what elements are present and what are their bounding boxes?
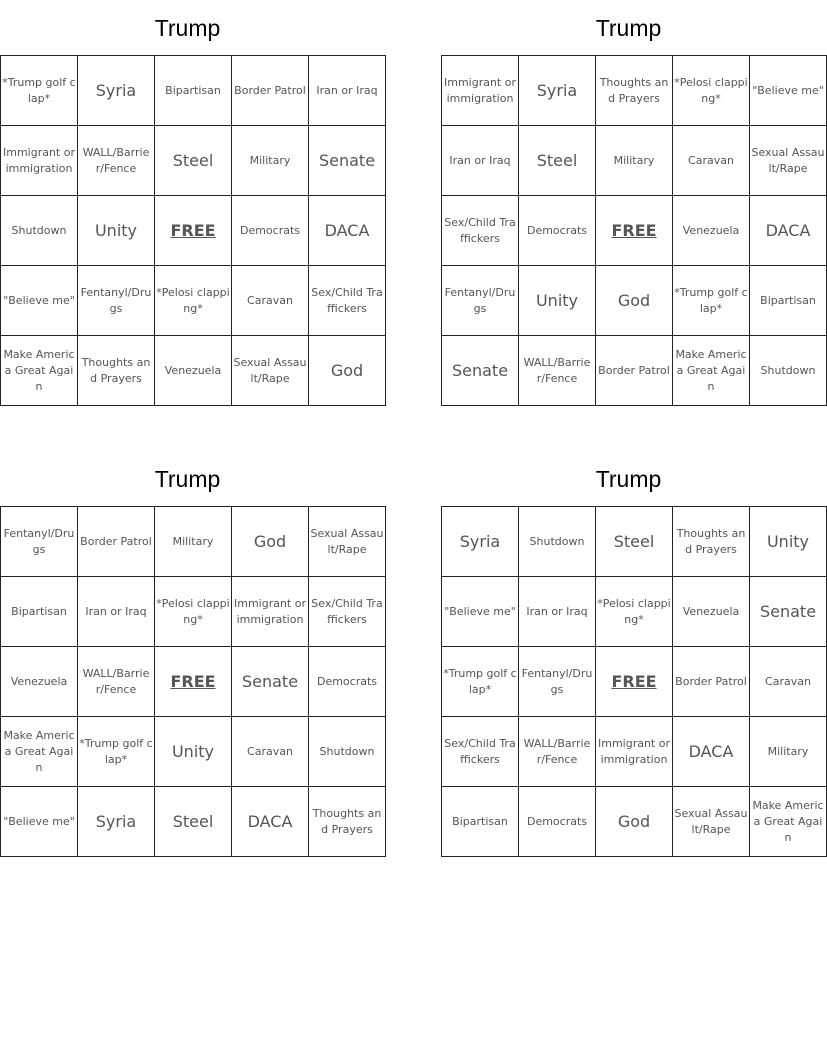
card-title: Trump bbox=[154, 466, 221, 492]
bingo-cell: Senate bbox=[442, 336, 519, 406]
bingo-cell: DACA bbox=[309, 196, 386, 266]
bingo-cell: Fentanyl/Drugs bbox=[442, 266, 519, 336]
bingo-cell: Syria bbox=[519, 56, 596, 126]
bingo-cell: Sex/Child Traffickers bbox=[309, 577, 386, 647]
bingo-cell: Syria bbox=[442, 507, 519, 577]
bingo-cell: Thoughts and Prayers bbox=[309, 787, 386, 857]
bingo-cell: Make America Great Again bbox=[1, 717, 78, 787]
bingo-cell: Unity bbox=[519, 266, 596, 336]
bingo-grid bbox=[0, 506, 386, 857]
bingo-cell: God bbox=[232, 507, 309, 577]
bingo-cell: Sex/Child Traffickers bbox=[442, 196, 519, 266]
bingo-cell: Bipartisan bbox=[442, 787, 519, 857]
bingo-cell: "Believe me" bbox=[1, 266, 78, 336]
bingo-grid bbox=[0, 55, 386, 406]
bingo-cell: WALL/Barrier/Fence bbox=[519, 717, 596, 787]
free-space-cell: FREE bbox=[596, 647, 673, 717]
bingo-cell: Sex/Child Traffickers bbox=[442, 717, 519, 787]
bingo-cell: Steel bbox=[519, 126, 596, 196]
bingo-cell: Bipartisan bbox=[750, 266, 827, 336]
bingo-cell: Bipartisan bbox=[155, 56, 232, 126]
bingo-cell: Military bbox=[232, 126, 309, 196]
bingo-cell: Make America Great Again bbox=[1, 336, 78, 406]
bingo-cell: Iran or Iraq bbox=[309, 56, 386, 126]
bingo-cell: Border Patrol bbox=[232, 56, 309, 126]
bingo-cell: Iran or Iraq bbox=[519, 577, 596, 647]
bingo-cell: *Pelosi clapping* bbox=[155, 577, 232, 647]
bingo-cell: Thoughts and Prayers bbox=[596, 56, 673, 126]
bingo-cell: WALL/Barrier/Fence bbox=[78, 647, 155, 717]
bingo-cell: Thoughts and Prayers bbox=[673, 507, 750, 577]
bingo-cell: Immigrant or immigration bbox=[442, 56, 519, 126]
bingo-cell: Sexual Assault/Rape bbox=[750, 126, 827, 196]
bingo-cell: Caravan bbox=[673, 126, 750, 196]
bingo-cell: God bbox=[596, 266, 673, 336]
bingo-grid bbox=[441, 506, 827, 857]
bingo-cell: Venezuela bbox=[673, 577, 750, 647]
bingo-cell: Shutdown bbox=[750, 336, 827, 406]
bingo-cell: Caravan bbox=[232, 717, 309, 787]
bingo-cell: *Pelosi clapping* bbox=[596, 577, 673, 647]
bingo-cell: Thoughts and Prayers bbox=[78, 336, 155, 406]
card-title: Trump bbox=[595, 466, 662, 492]
bingo-cell: "Believe me" bbox=[442, 577, 519, 647]
bingo-cell: Democrats bbox=[232, 196, 309, 266]
bingo-cell: Border Patrol bbox=[673, 647, 750, 717]
bingo-cell: Military bbox=[155, 507, 232, 577]
bingo-cell: *Trump golf clap* bbox=[1, 56, 78, 126]
bingo-cell: Shutdown bbox=[309, 717, 386, 787]
bingo-cell: Shutdown bbox=[519, 507, 596, 577]
bingo-cell: Iran or Iraq bbox=[78, 577, 155, 647]
bingo-cell: Border Patrol bbox=[596, 336, 673, 406]
bingo-cell: God bbox=[596, 787, 673, 857]
bingo-cell: Border Patrol bbox=[78, 507, 155, 577]
card-title: Trump bbox=[154, 15, 221, 41]
bingo-cell: WALL/Barrier/Fence bbox=[78, 126, 155, 196]
bingo-cell: Fentanyl/Drugs bbox=[519, 647, 596, 717]
bingo-cell: Unity bbox=[78, 196, 155, 266]
free-space-cell: FREE bbox=[596, 196, 673, 266]
bingo-cell: *Pelosi clapping* bbox=[673, 56, 750, 126]
bingo-cell: Democrats bbox=[309, 647, 386, 717]
bingo-cell: Make America Great Again bbox=[673, 336, 750, 406]
free-space-cell: FREE bbox=[155, 647, 232, 717]
bingo-cell: *Trump golf clap* bbox=[442, 647, 519, 717]
bingo-cell: Iran or Iraq bbox=[442, 126, 519, 196]
bingo-cell: Democrats bbox=[519, 787, 596, 857]
bingo-cell: Syria bbox=[78, 787, 155, 857]
bingo-cell: Venezuela bbox=[155, 336, 232, 406]
bingo-cell: Caravan bbox=[232, 266, 309, 336]
bingo-cell: Bipartisan bbox=[1, 577, 78, 647]
bingo-cell: Military bbox=[750, 717, 827, 787]
bingo-cell: Fentanyl/Drugs bbox=[1, 507, 78, 577]
bingo-cell: Immigrant or immigration bbox=[232, 577, 309, 647]
bingo-cell: Senate bbox=[232, 647, 309, 717]
bingo-cell: Steel bbox=[155, 787, 232, 857]
bingo-cell: Fentanyl/Drugs bbox=[78, 266, 155, 336]
bingo-cell: Shutdown bbox=[1, 196, 78, 266]
bingo-cell: Venezuela bbox=[1, 647, 78, 717]
bingo-cell: Sexual Assault/Rape bbox=[309, 507, 386, 577]
bingo-cell: Unity bbox=[750, 507, 827, 577]
bingo-cell: DACA bbox=[232, 787, 309, 857]
bingo-cell: Make America Great Again bbox=[750, 787, 827, 857]
bingo-cell: Sexual Assault/Rape bbox=[673, 787, 750, 857]
bingo-cell: Venezuela bbox=[673, 196, 750, 266]
bingo-cell: Military bbox=[596, 126, 673, 196]
bingo-cell: "Believe me" bbox=[750, 56, 827, 126]
bingo-cell: Immigrant or immigration bbox=[596, 717, 673, 787]
card-title: Trump bbox=[595, 15, 662, 41]
bingo-cell: DACA bbox=[673, 717, 750, 787]
bingo-cell: Syria bbox=[78, 56, 155, 126]
bingo-cell: Sexual Assault/Rape bbox=[232, 336, 309, 406]
bingo-cell: Unity bbox=[155, 717, 232, 787]
bingo-cell: *Trump golf clap* bbox=[673, 266, 750, 336]
bingo-cell: Steel bbox=[155, 126, 232, 196]
bingo-cell: God bbox=[309, 336, 386, 406]
bingo-cell: Democrats bbox=[519, 196, 596, 266]
bingo-cell: "Believe me" bbox=[1, 787, 78, 857]
bingo-cell: *Pelosi clapping* bbox=[155, 266, 232, 336]
bingo-cell: Immigrant or immigration bbox=[1, 126, 78, 196]
bingo-cell: Steel bbox=[596, 507, 673, 577]
bingo-cell: Senate bbox=[750, 577, 827, 647]
free-space-cell: FREE bbox=[155, 196, 232, 266]
bingo-cell: Sex/Child Traffickers bbox=[309, 266, 386, 336]
bingo-grid bbox=[441, 55, 827, 406]
bingo-cell: WALL/Barrier/Fence bbox=[519, 336, 596, 406]
bingo-cell: Caravan bbox=[750, 647, 827, 717]
bingo-cell: DACA bbox=[750, 196, 827, 266]
bingo-cell: Senate bbox=[309, 126, 386, 196]
bingo-cell: *Trump golf clap* bbox=[78, 717, 155, 787]
